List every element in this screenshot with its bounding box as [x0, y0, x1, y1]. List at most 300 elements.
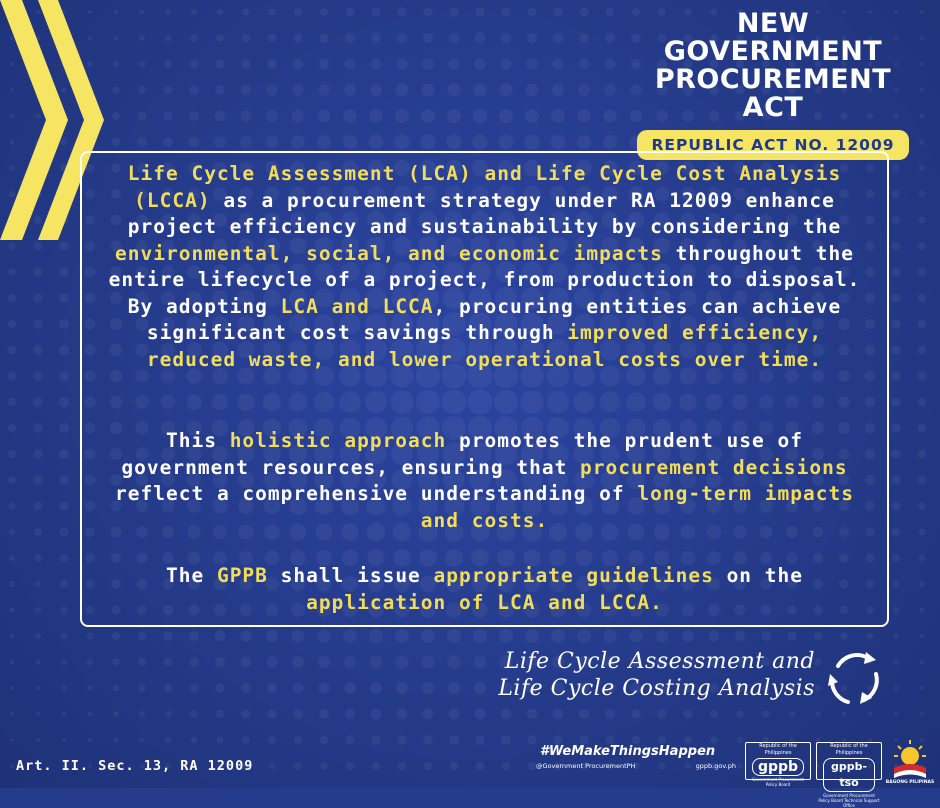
pattern-dot: [113, 685, 120, 692]
pattern-dot: [395, 109, 409, 123]
pattern-dot: [190, 60, 198, 68]
pattern-dot: [268, 8, 276, 16]
pattern-dot: [552, 58, 563, 69]
tso-logo-sub: Government Procurement Policy Board Technical Support Office: [818, 793, 880, 808]
pattern-dot: [501, 33, 512, 44]
pattern-dot: [370, 656, 383, 669]
page-title-line2: PROCUREMENT ACT: [654, 64, 892, 123]
pattern-dot: [87, 659, 94, 666]
pattern-dot: [319, 59, 330, 70]
tso-logo-name: gppb-tso: [823, 758, 875, 792]
pattern-dot: [395, 629, 409, 643]
pattern-dot: [475, 33, 486, 44]
pattern-dot: [34, 268, 43, 277]
pattern-dot: [59, 293, 69, 303]
pattern-dot: [448, 84, 461, 97]
pattern-dot: [320, 762, 328, 770]
pattern-dot: [499, 109, 513, 123]
pattern-dot: [423, 33, 434, 44]
pattern-dot: [891, 449, 900, 458]
pattern-dot: [8, 268, 16, 276]
pattern-dot: [892, 164, 899, 171]
pattern-dot: [501, 735, 511, 745]
pattern-dot: [422, 682, 434, 694]
pattern-dot: [423, 735, 433, 745]
pattern-dot: [448, 58, 460, 70]
pattern-dot: [525, 109, 539, 123]
pattern-dot: [86, 632, 93, 639]
pattern-dot: [242, 736, 250, 744]
pattern-dot: [266, 630, 278, 642]
pattern-dot: [139, 9, 144, 14]
website-link: gppb.gov.ph: [695, 762, 736, 770]
pattern-dot: [528, 762, 536, 770]
pattern-dot: [606, 8, 615, 17]
pattern-dot: [164, 86, 173, 95]
pattern-dot: [292, 630, 305, 643]
pattern-dot: [447, 629, 461, 643]
body-text: on the: [713, 564, 804, 587]
pattern-dot: [371, 735, 380, 744]
pattern-dot: [920, 712, 924, 716]
pattern-dot: [682, 630, 694, 642]
body-text: promotes the prudent use of government resources, ensuring that: [121, 429, 804, 479]
pattern-dot: [163, 137, 173, 147]
pattern-dot: [498, 134, 513, 149]
pattern-dot: [369, 135, 384, 150]
pattern-dot: [343, 629, 357, 643]
pattern-dot: [475, 7, 484, 16]
pattern-dot: [216, 34, 224, 42]
pattern-dot: [894, 712, 898, 716]
highlighted-text: GPPB: [216, 564, 268, 587]
pattern-dot: [318, 84, 330, 96]
pattern-dot: [34, 242, 42, 250]
highlighted-text: procurement decisions: [580, 455, 848, 479]
pattern-dot: [216, 710, 224, 718]
pattern-dot: [9, 633, 14, 638]
pattern-dot: [292, 656, 304, 668]
pattern-dot: [191, 737, 198, 744]
pattern-dot: [397, 735, 407, 745]
republic-act-badge: REPUBLIC ACT NO. 12009: [637, 130, 908, 160]
pattern-dot: [33, 397, 42, 406]
seal-text: BAGONG PILIPINAS: [885, 780, 935, 785]
pattern-dot: [241, 683, 251, 693]
pattern-dot: [578, 84, 590, 96]
pattern-dot: [139, 737, 145, 743]
pattern-dot: [36, 686, 40, 690]
pattern-dot: [8, 528, 15, 535]
pattern-dot: [526, 58, 538, 70]
pattern-dot: [474, 84, 487, 97]
pattern-dot: [8, 424, 16, 432]
pattern-dot: [737, 737, 744, 744]
pattern-dot: [474, 58, 486, 70]
pattern-dot: [527, 709, 538, 720]
pattern-dot: [165, 35, 172, 42]
pattern-dot: [343, 109, 356, 122]
pattern-dot: [920, 660, 925, 665]
pattern-dot: [710, 710, 718, 718]
pattern-dot: [8, 502, 16, 510]
pattern-dot: [59, 475, 69, 485]
pattern-dot: [59, 371, 69, 381]
pattern-dot: [397, 709, 408, 720]
pattern-dot: [372, 762, 380, 770]
pattern-dot: [216, 736, 223, 743]
pattern-dot: [524, 134, 539, 149]
pattern-dot: [268, 34, 277, 43]
pattern-dot: [294, 8, 302, 16]
pattern-dot: [891, 293, 900, 302]
pattern-dot: [919, 165, 925, 171]
pattern-dot: [344, 682, 355, 693]
pattern-dot: [684, 736, 692, 744]
pattern-dot: [345, 709, 355, 719]
pattern-dot: [33, 449, 42, 458]
pattern-dot: [605, 709, 615, 719]
pattern-dot: [60, 606, 67, 613]
pattern-dot: [370, 84, 382, 96]
pattern-dot: [34, 528, 42, 536]
pattern-dot: [918, 476, 926, 484]
bagong-pilipinas-seal-icon: [886, 738, 934, 784]
pattern-dot: [371, 7, 380, 16]
pattern-dot: [9, 581, 15, 587]
pattern-dot: [371, 709, 382, 720]
gppb-tso-logo: [816, 742, 882, 808]
pattern-dot: [396, 682, 408, 694]
pattern-dot: [268, 736, 276, 744]
pattern-dot: [892, 242, 901, 251]
pattern-dot: [475, 709, 486, 720]
pattern-dot: [139, 711, 145, 717]
pattern-dot: [736, 710, 744, 718]
pattern-dot: [422, 58, 434, 70]
pattern-dot: [918, 424, 927, 433]
pattern-dot: [630, 630, 643, 643]
pattern-dot: [346, 762, 354, 770]
pattern-dot: [684, 710, 693, 719]
pattern-dot: [370, 682, 382, 694]
pattern-dot: [604, 110, 617, 123]
pattern-dot: [920, 686, 924, 690]
pattern-dot: [242, 710, 251, 719]
pattern-dot: [319, 709, 329, 719]
pattern-dot: [891, 475, 900, 484]
pattern-dot: [551, 135, 566, 150]
pattern-dot: [8, 242, 15, 249]
pattern-dot: [8, 450, 16, 458]
pattern-dot: [60, 580, 68, 588]
highlighted-text: improved efficiency, reduced waste, and lower operational costs over time.: [146, 321, 823, 371]
pattern-dot: [814, 658, 822, 666]
pattern-dot: [893, 659, 898, 664]
pattern-dot: [189, 657, 198, 666]
pattern-dot: [34, 580, 41, 587]
social-handles: [536, 762, 736, 770]
pattern-dot: [919, 139, 925, 145]
pattern-dot: [345, 33, 355, 43]
pattern-dot: [293, 683, 304, 694]
pattern-dot: [10, 686, 14, 690]
pattern-dot: [395, 655, 408, 668]
pattern-dot: [551, 109, 565, 123]
pattern-dot: [472, 134, 487, 149]
highlighted-text: holistic approach: [229, 429, 447, 452]
pattern-dot: [320, 8, 329, 17]
pattern-dot: [920, 36, 924, 40]
pattern-dot: [10, 764, 14, 768]
pattern-dot: [164, 684, 172, 692]
pattern-dot: [919, 555, 926, 562]
pattern-dot: [396, 58, 408, 70]
script-title-line1: Life Cycle Assessment and: [504, 649, 815, 674]
pattern-dot: [138, 112, 147, 121]
pattern-dot: [241, 657, 252, 668]
pattern-dot: [891, 371, 901, 381]
pattern-dot: [918, 450, 926, 458]
pattern-dot: [318, 656, 330, 668]
pattern-dot: [59, 345, 69, 355]
highlighted-text: Life Cycle Assessment (LCA) and Life Cycle Cost Analysis (LCCA): [127, 162, 842, 212]
pattern-dot: [918, 320, 927, 329]
pattern-dot: [346, 8, 355, 17]
pattern-dot: [892, 268, 901, 277]
pattern-dot: [267, 683, 277, 693]
pattern-dot: [344, 656, 357, 669]
pattern-dot: [499, 629, 513, 643]
pattern-dot: [215, 683, 224, 692]
pattern-dot: [268, 762, 275, 769]
pattern-dot: [294, 736, 303, 745]
pattern-dot: [138, 658, 146, 666]
pattern-dot: [918, 268, 926, 276]
pattern-dot: [893, 607, 900, 614]
pattern-dot: [112, 632, 120, 640]
pattern-dot: [59, 423, 69, 433]
pattern-dot: [893, 633, 899, 639]
pattern-dot: [525, 629, 539, 643]
pattern-dot: [423, 7, 432, 16]
pattern-dot: [113, 711, 119, 717]
gppb-logo-name: gppb: [752, 758, 804, 776]
pattern-dot: [165, 9, 171, 15]
pattern-dot: [59, 319, 69, 329]
pattern-dot: [343, 135, 357, 149]
pattern-dot: [318, 110, 331, 123]
pattern-dot: [787, 631, 796, 640]
pattern-dot: [138, 86, 146, 94]
pattern-dot: [631, 709, 641, 719]
pattern-dot: [9, 555, 16, 562]
pattern-dot: [892, 580, 899, 587]
pattern-dot: [34, 476, 43, 485]
pattern-dot: [918, 502, 926, 510]
pattern-dot: [242, 8, 249, 15]
pattern-dot: [450, 762, 459, 771]
recycle-cycle-icon: [824, 648, 884, 708]
gppb-logo-sub: Government Procurement Policy Board: [752, 777, 804, 787]
pattern-dot: [62, 738, 66, 742]
pattern-dot: [918, 528, 925, 535]
pattern-dot: [918, 346, 927, 355]
pattern-dot: [604, 84, 616, 96]
pattern-dot: [868, 712, 873, 717]
pattern-dot: [138, 684, 145, 691]
pattern-dot: [241, 59, 250, 68]
pattern-dot: [317, 135, 331, 149]
gppb-logo: [745, 742, 811, 787]
pattern-dot: [577, 135, 591, 149]
pattern-dot: [240, 630, 252, 642]
pattern-dot: [919, 113, 924, 118]
paragraph-3: [96, 563, 873, 616]
pattern-dot: [919, 581, 925, 587]
body-text: reflect a comprehensive understanding of: [115, 482, 638, 505]
highlighted-text: appropriate guidelines: [433, 564, 714, 587]
highlighted-text: environmental, social, and economic impacts: [115, 241, 663, 265]
pattern-dot: [577, 109, 590, 122]
pattern-dot: [190, 684, 199, 693]
pattern-dot: [761, 631, 771, 641]
pattern-dot: [8, 320, 16, 328]
pattern-dot: [735, 631, 746, 642]
pattern-dot: [214, 630, 225, 641]
pattern-dot: [87, 685, 93, 691]
pattern-dot: [577, 629, 591, 643]
pattern-dot: [840, 632, 848, 640]
pattern-dot: [892, 190, 900, 198]
pattern-dot: [164, 60, 172, 68]
script-title-line2: Life Cycle Costing Analysis: [498, 676, 815, 701]
pattern-dot: [189, 137, 200, 148]
pattern-dot: [215, 111, 226, 122]
pattern-dot: [919, 633, 924, 638]
pattern-dot: [36, 712, 40, 716]
pattern-dot: [88, 738, 92, 742]
pattern-dot: [501, 709, 512, 720]
script-title: [470, 648, 815, 702]
pattern-dot: [215, 657, 225, 667]
pattern-dot: [841, 711, 846, 716]
pattern-dot: [476, 762, 485, 771]
body-text: shall issue: [267, 564, 434, 587]
pattern-dot: [190, 710, 198, 718]
pattern-dot: [579, 709, 589, 719]
pattern-dot: [737, 763, 743, 769]
gppb-logo-top: Republic of the Philippines: [759, 743, 797, 756]
pattern-dot: [191, 9, 197, 15]
pattern-dot: [33, 371, 42, 380]
pattern-dot: [370, 58, 381, 69]
pattern-dot: [421, 629, 435, 643]
pattern-dot: [138, 632, 147, 641]
pattern-dot: [552, 84, 565, 97]
pattern-dot: [421, 109, 435, 123]
pattern-dot: [397, 7, 406, 16]
pattern-dot: [448, 682, 460, 694]
pattern-dot: [241, 85, 251, 95]
pattern-dot: [35, 633, 41, 639]
pattern-dot: [266, 110, 278, 122]
pattern-dot: [369, 109, 383, 123]
pattern-dot: [292, 84, 303, 95]
pattern-dot: [891, 319, 900, 328]
pattern-dot: [34, 554, 42, 562]
pattern-dot: [294, 762, 301, 769]
pattern-dot: [656, 630, 668, 642]
pattern-dot: [553, 7, 562, 16]
pattern-dot: [578, 58, 589, 69]
pattern-dot: [33, 345, 42, 354]
pattern-dot: [163, 631, 173, 641]
highlighted-text: long-term impacts and costs.: [420, 482, 854, 532]
pattern-dot: [240, 136, 252, 148]
pattern-dot: [867, 633, 874, 640]
pattern-dot: [918, 398, 927, 407]
pattern-dot: [33, 293, 42, 302]
pattern-dot: [920, 62, 924, 66]
pattern-dot: [814, 632, 822, 640]
pattern-dot: [139, 35, 145, 41]
pattern-dot: [449, 735, 459, 745]
pattern-dot: [894, 686, 899, 691]
pattern-dot: [579, 33, 589, 43]
pattern-dot: [87, 711, 92, 716]
pattern-dot: [59, 267, 69, 277]
paragraph-1: [96, 161, 873, 373]
pattern-dot: [267, 59, 277, 69]
pattern-dot: [164, 710, 171, 717]
pattern-dot: [422, 84, 435, 97]
pattern-dot: [112, 658, 119, 665]
pattern-dot: [920, 10, 924, 14]
pattern-dot: [35, 607, 41, 613]
pattern-dot: [398, 762, 406, 770]
pattern-dot: [553, 33, 563, 43]
pattern-dot: [36, 738, 40, 742]
pattern-dot: [189, 111, 199, 121]
pattern-dot: [163, 111, 172, 120]
pattern-dot: [918, 294, 926, 302]
pattern-dot: [603, 629, 616, 642]
pattern-dot: [114, 738, 119, 743]
pattern-dot: [190, 34, 197, 41]
pattern-dot: [710, 736, 717, 743]
pattern-dot: [318, 682, 329, 693]
pattern-dot: [475, 735, 485, 745]
pattern-dot: [59, 449, 69, 459]
pattern-dot: [267, 709, 276, 718]
pattern-dot: [371, 33, 381, 43]
pattern-dot: [35, 659, 40, 664]
pattern-dot: [8, 476, 16, 484]
hashtag: #WeMakeThingsHappen: [539, 744, 716, 759]
pattern-dot: [317, 629, 330, 642]
pattern-dot: [446, 134, 461, 149]
pattern-dot: [59, 501, 68, 510]
pattern-dot: [891, 345, 901, 355]
pattern-dot: [449, 7, 458, 16]
pattern-dot: [320, 736, 329, 745]
body-text: , procuring entities can achieve significant cost savings through: [146, 294, 842, 344]
pattern-dot: [216, 60, 225, 69]
pattern-dot: [33, 423, 42, 432]
pattern-dot: [892, 554, 900, 562]
pattern-dot: [473, 109, 487, 123]
